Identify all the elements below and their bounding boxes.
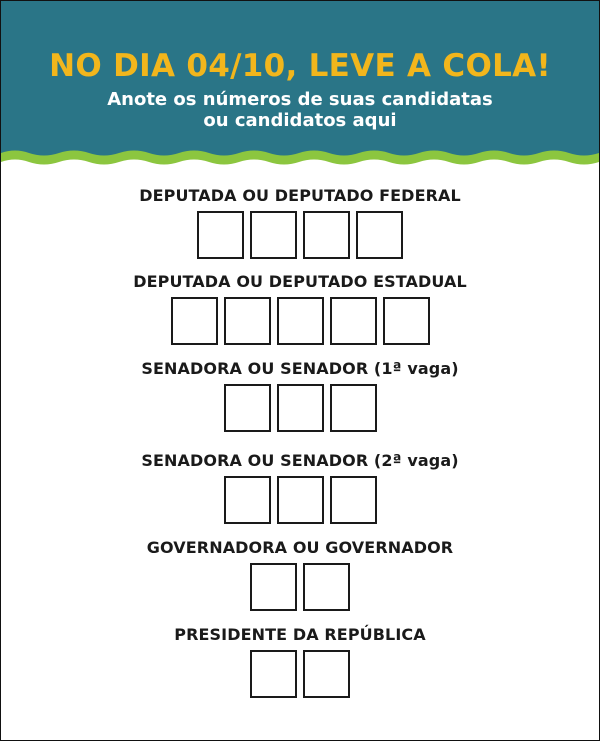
- digit-box[interactable]: [224, 384, 271, 432]
- office-label: GOVERNADORA OU GOVERNADOR: [146, 538, 454, 557]
- digit-boxes: [1, 563, 599, 611]
- office-label: SENADORA OU SENADOR (2ª vaga): [141, 451, 459, 470]
- digit-box[interactable]: [250, 563, 297, 611]
- page-title: NO DIA 04/10, LEVE A COLA!: [49, 48, 551, 84]
- office-label: DEPUTADA OU DEPUTADO ESTADUAL: [133, 272, 467, 291]
- digit-box[interactable]: [224, 297, 271, 345]
- digit-boxes: [1, 650, 599, 698]
- digit-boxes: [1, 211, 599, 259]
- digit-box[interactable]: [197, 211, 244, 259]
- digit-box[interactable]: [330, 476, 377, 524]
- office-senador-1: [1, 359, 599, 432]
- digit-box[interactable]: [356, 211, 403, 259]
- digit-box[interactable]: [383, 297, 430, 345]
- page-subtitle: [1, 89, 599, 131]
- digit-box[interactable]: [303, 211, 350, 259]
- digit-boxes: [1, 476, 599, 524]
- office-deputado-estadual: [1, 272, 599, 345]
- digit-boxes: [1, 297, 599, 345]
- subtitle-line-2: ou candidatos aqui: [203, 110, 397, 131]
- subtitle-line-1: Anote os números de suas candidatas: [107, 89, 493, 110]
- digit-box[interactable]: [277, 476, 324, 524]
- office-label: DEPUTADA OU DEPUTADO FEDERAL: [139, 186, 461, 205]
- digit-box[interactable]: [330, 384, 377, 432]
- office-senador-2: [1, 451, 599, 524]
- digit-box[interactable]: [277, 384, 324, 432]
- digit-box[interactable]: [330, 297, 377, 345]
- office-deputado-federal: [1, 186, 599, 259]
- digit-box[interactable]: [303, 650, 350, 698]
- digit-box[interactable]: [224, 476, 271, 524]
- digit-box[interactable]: [171, 297, 218, 345]
- office-governador: [1, 538, 599, 611]
- office-presidente: [1, 625, 599, 698]
- header-banner: [1, 1, 599, 176]
- digit-box[interactable]: [250, 650, 297, 698]
- digit-box[interactable]: [250, 211, 297, 259]
- office-label: SENADORA OU SENADOR (1ª vaga): [141, 359, 459, 378]
- digit-box[interactable]: [303, 563, 350, 611]
- digit-box[interactable]: [277, 297, 324, 345]
- office-label: PRESIDENTE DA REPÚBLICA: [174, 625, 426, 644]
- digit-boxes: [1, 384, 599, 432]
